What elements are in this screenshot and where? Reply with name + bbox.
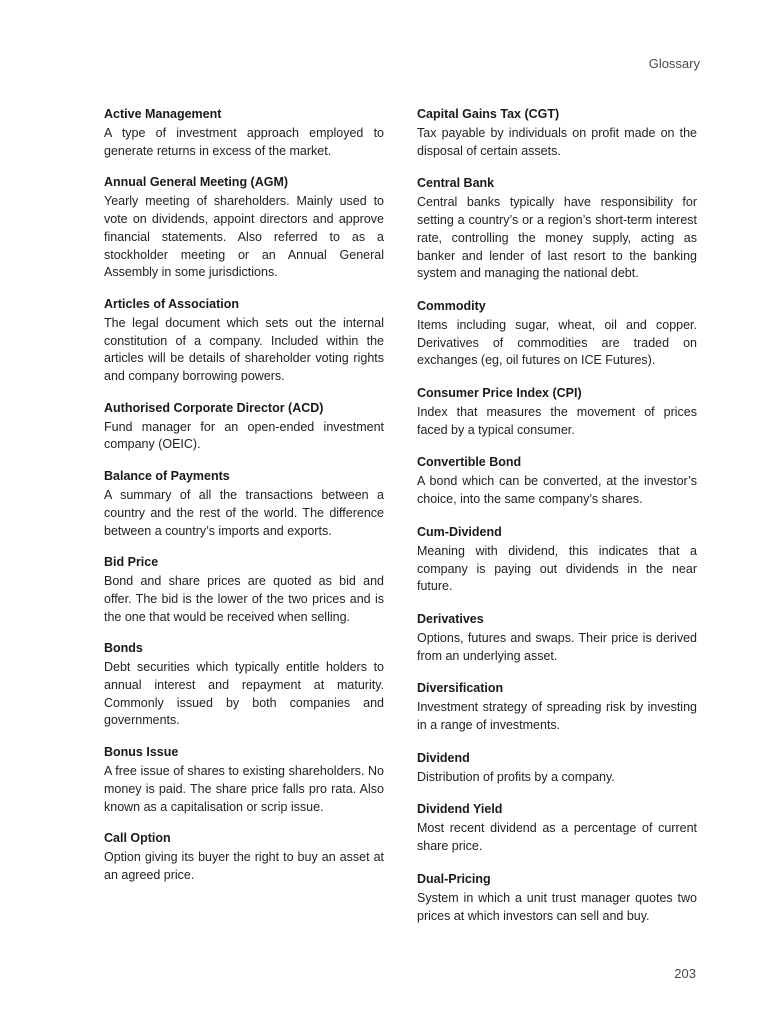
glossary-term: Balance of Payments (104, 469, 230, 484)
glossary-definition: Index that measures the movement of prices faced by a typical consumer. (417, 405, 697, 437)
glossary-term: Bonds (104, 641, 143, 656)
glossary-definition: System in which a unit trust manager quotes two prices at which investors can sell and buy. (417, 890, 697, 923)
glossary-term: Articles of Association (104, 296, 239, 311)
glossary-definition: Meaning with dividend, this indicates that a company is paying out dividends in the near future. (417, 543, 697, 594)
glossary-term: Diversification (417, 681, 504, 696)
glossary-definition: Most recent dividend as a percentage of current share price. (417, 821, 697, 854)
glossary-term: Central Bank (417, 176, 495, 191)
glossary-definition: Option giving its buyer the right to buy an asset at an agreed price. (104, 850, 384, 882)
glossary-entry (104, 173, 384, 282)
glossary-definition: Debt securities which typically entitle holders to annual interest and repayment at maturity. Commonly issued by both companies and governments. (104, 660, 384, 728)
glossary-term: Authorised Corporate Director (ACD) (104, 400, 324, 415)
glossary-term: Bonus Issue (104, 745, 179, 760)
glossary-definition: A type of investment approach employed to generate returns in excess of the market. (104, 126, 384, 158)
glossary-definition: A summary of all the transactions between a country and the rest of the world. The difference between a country’s imports and exports. (104, 488, 384, 538)
running-header: Glossary (648, 56, 700, 71)
glossary-entry (104, 295, 384, 386)
glossary-entry (104, 743, 384, 816)
glossary-term: Active Management (104, 107, 222, 121)
glossary-term: Consumer Price Index (CPI) (417, 386, 582, 401)
glossary-entry (104, 553, 384, 626)
glossary-column-left (104, 105, 384, 885)
glossary-term: Dividend (417, 750, 470, 765)
glossary-definition: Bond and share prices are quoted as bid and offer. The bid is the lower of the two prices and is the one that would be received when selling. (104, 574, 384, 624)
glossary-definition: A bond which can be converted, at the investor’s choice, into the same company’s shares. (417, 474, 697, 507)
glossary-definition: Fund manager for an open-ended investment company (OEIC). (104, 419, 384, 452)
glossary-definition: Options, futures and swaps. Their price is derived from an underlying asset. (417, 630, 697, 663)
glossary-column-right (417, 105, 697, 925)
glossary-definition: Tax payable by individuals on profit made on the disposal of certain assets. (417, 126, 697, 158)
glossary-entry (417, 870, 697, 925)
glossary-term: Dual-Pricing (417, 871, 491, 886)
glossary-entry (417, 679, 697, 734)
glossary-entry (417, 297, 697, 370)
glossary-term: Call Option (104, 831, 171, 846)
glossary-entry (417, 800, 697, 855)
glossary-entry (417, 749, 697, 787)
glossary-entry (104, 639, 384, 730)
glossary-term: Convertible Bond (417, 455, 522, 470)
glossary-entry (417, 174, 697, 283)
glossary-term: Capital Gains Tax (CGT) (417, 107, 560, 121)
glossary-definition: A free issue of shares to existing shareholders. No money is paid. The share price falls pro rata. Also known as a capitalisation or scrip issue. (104, 764, 384, 814)
glossary-definition: Investment strategy of spreading risk by investing in a range of investments. (417, 700, 697, 733)
glossary-term: Derivatives (417, 611, 484, 626)
glossary-entry (417, 610, 697, 665)
glossary-definition: Yearly meeting of shareholders. Mainly used to vote on dividends, appoint directors and approve financial statements. Also referred to as a stockholder meeting or an Annual General Assembly in some jurisdictions. (104, 194, 384, 280)
glossary-term: Bid Price (104, 555, 159, 570)
glossary-definition: Central banks typically have responsibility for setting a country’s or a region’s short-term interest rate, controlling the money supply, acting as banker and lender of last resort to the banking system and managing the national debt. (417, 195, 697, 281)
glossary-entry (104, 829, 384, 884)
glossary-entry (104, 399, 384, 454)
glossary-definition: Items including sugar, wheat, oil and copper. Derivatives of commodities are traded on exchanges (eg, oil futures on ICE Futures). (417, 317, 697, 368)
glossary-entry (417, 523, 697, 596)
glossary-term: Commodity (417, 298, 486, 313)
glossary-entry (417, 105, 697, 160)
glossary-definition: The legal document which sets out the internal constitution of a company. Included within the articles will be details of shareholder voting rights and company borrowing powers. (104, 315, 384, 384)
glossary-term: Annual General Meeting (AGM) (104, 175, 289, 190)
glossary-entry (104, 467, 384, 540)
glossary-definition: Distribution of profits by a company. (417, 769, 615, 784)
glossary-term: Cum-Dividend (417, 524, 502, 539)
glossary-entry (104, 105, 384, 160)
page-number: 203 (674, 966, 696, 981)
glossary-term: Dividend Yield (417, 802, 503, 817)
glossary-entry (417, 453, 697, 508)
glossary-entry (417, 384, 697, 439)
